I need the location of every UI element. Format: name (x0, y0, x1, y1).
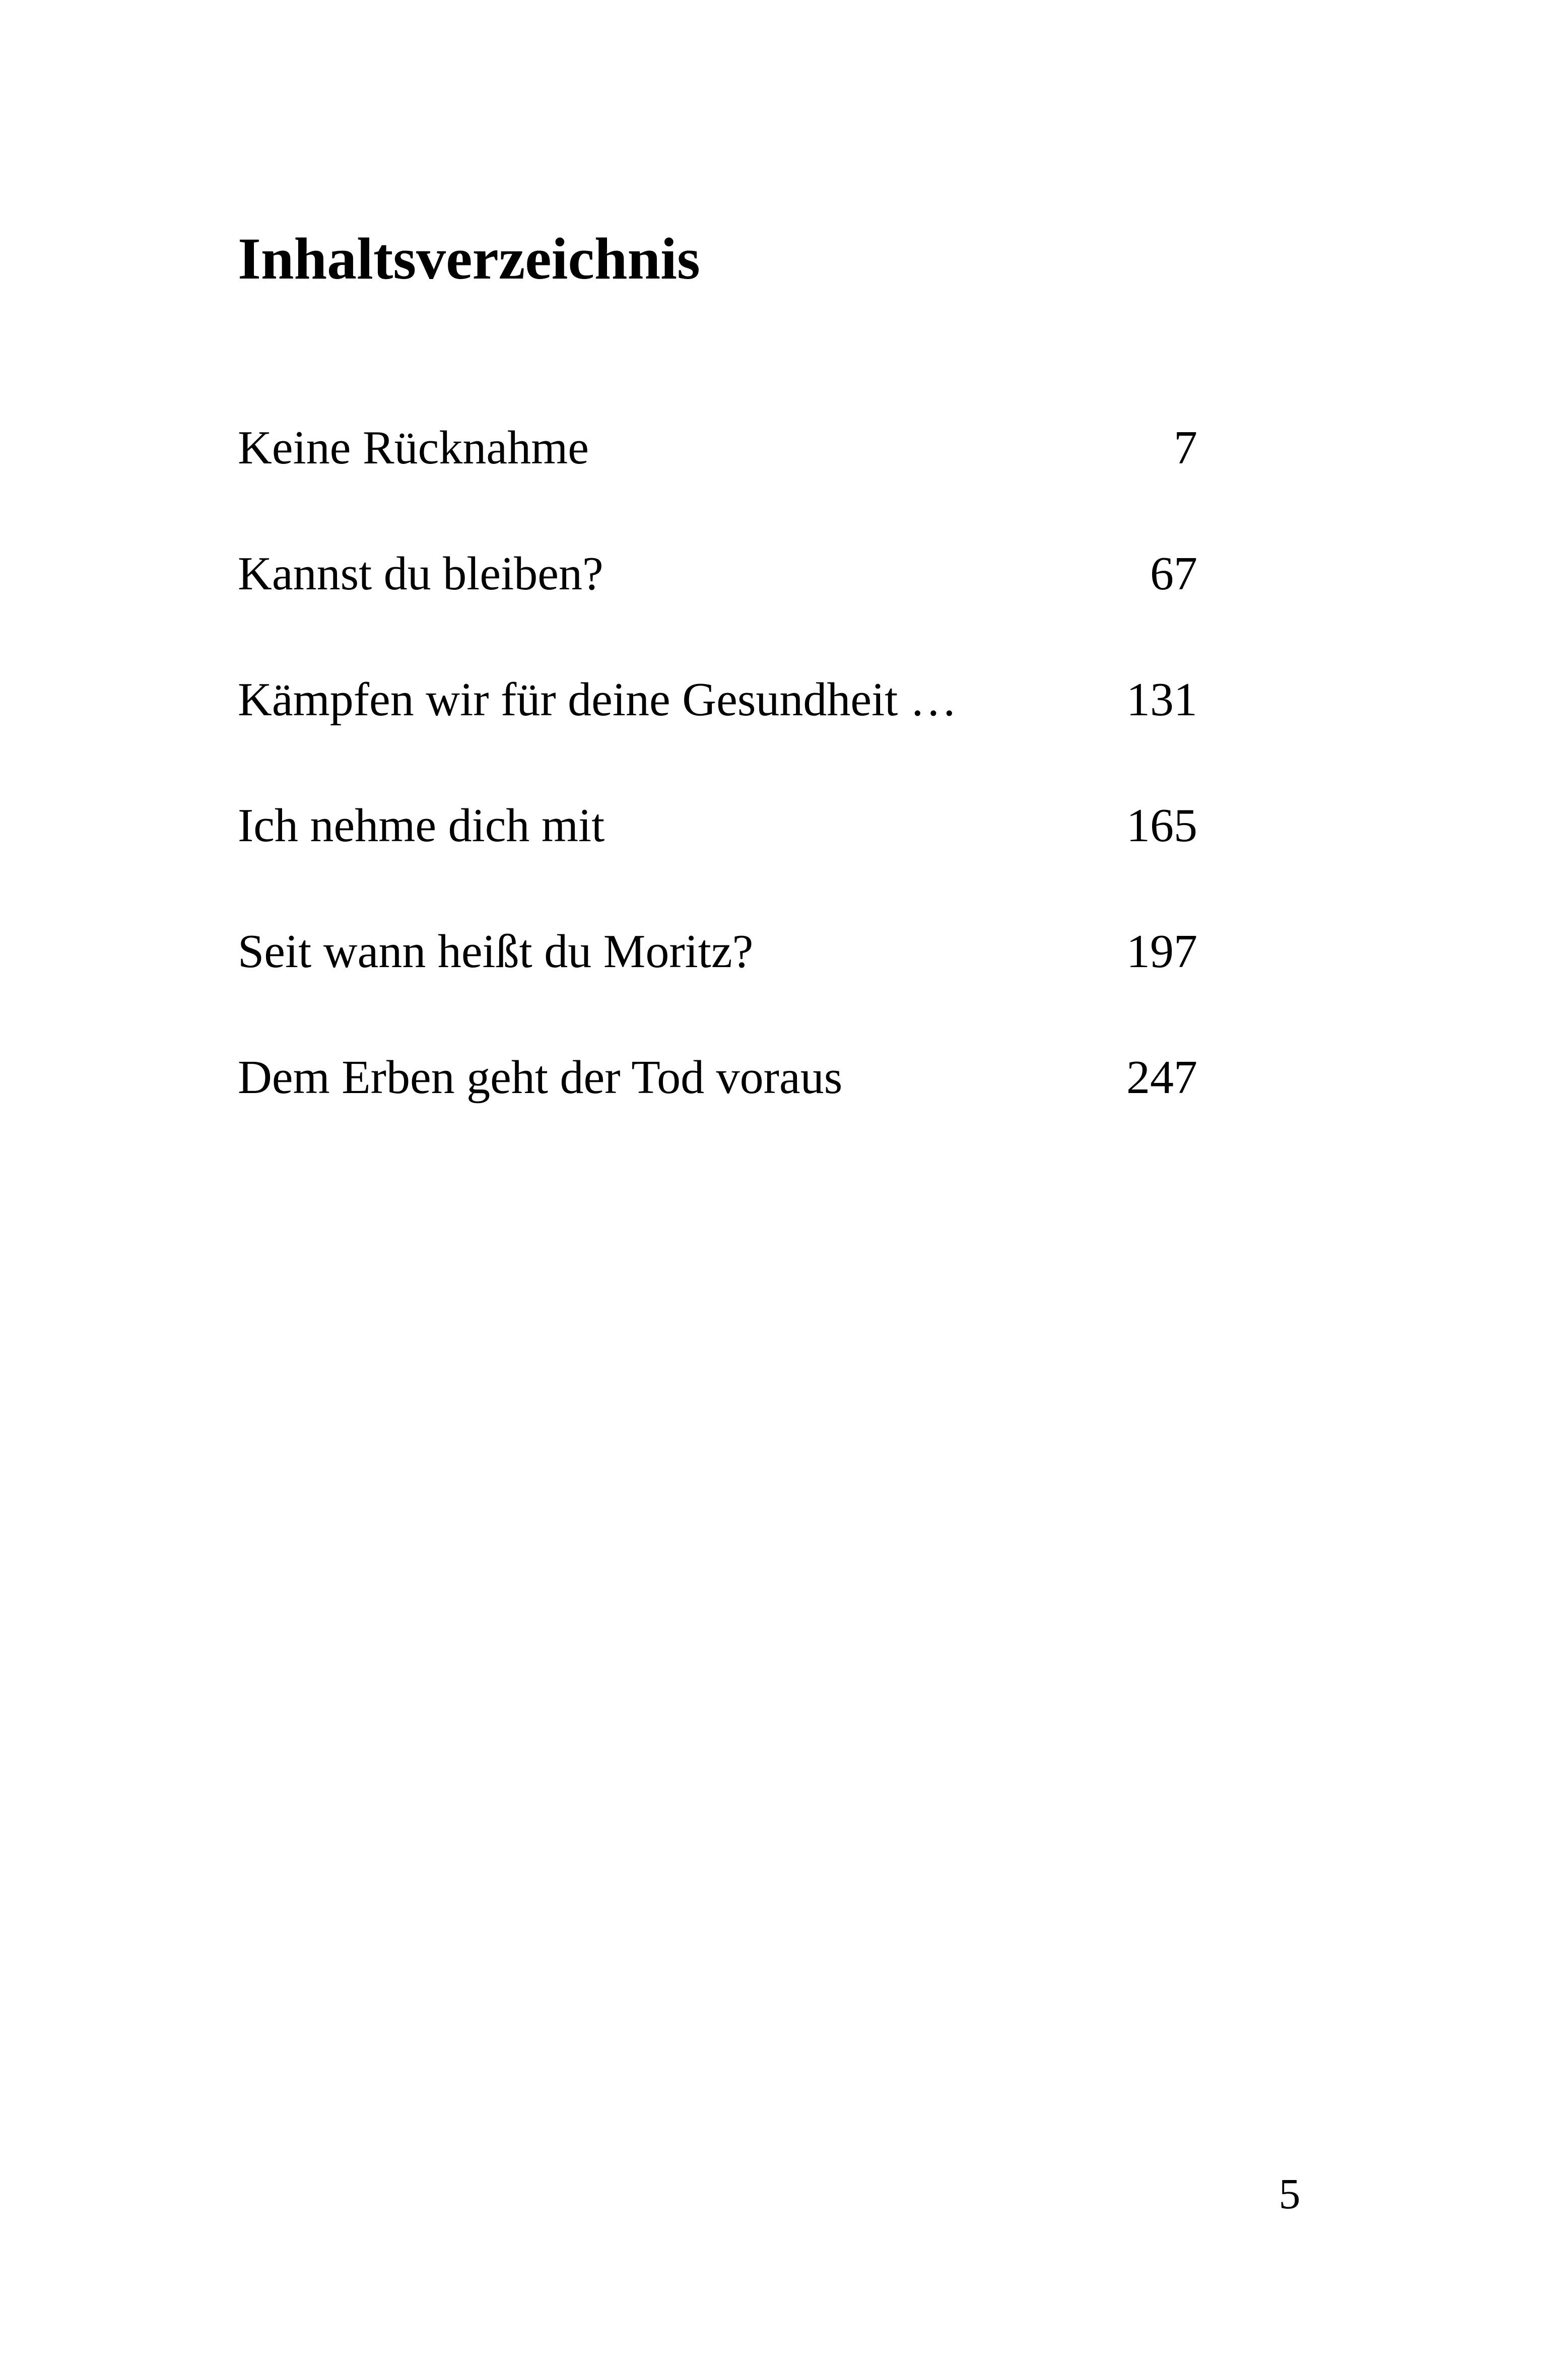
toc-entry (238, 550, 1197, 676)
toc-entry-page-number: 7 (1174, 422, 1197, 474)
toc-entry-page-number: 165 (1126, 799, 1197, 852)
toc-entry-title: Kannst du bleiben? (238, 548, 603, 600)
toc-entry (238, 1051, 1197, 1180)
toc-entry-title: Ich nehme dich mit (238, 799, 605, 852)
toc-entry-page-number: 67 (1150, 548, 1197, 600)
toc-entry-page-number: 197 (1126, 925, 1197, 978)
toc-entry (238, 799, 1197, 928)
toc-entry-title: Keine Rücknahme (238, 422, 589, 474)
toc-entry-page-number: 131 (1126, 673, 1197, 726)
page-title: Inhaltsverzeichnis (238, 226, 700, 292)
toc-entry (238, 925, 1197, 1054)
toc-entry-title: Dem Erben geht der Tod voraus (238, 1051, 843, 1104)
table-of-contents (238, 424, 1197, 1180)
toc-entry-title: Seit wann heißt du Moritz? (238, 925, 754, 978)
toc-entry-page-number: 247 (1126, 1051, 1197, 1104)
toc-entry (238, 673, 1197, 802)
page-number: 5 (1279, 2169, 1301, 2218)
toc-entry-title: Kämpfen wir für deine Gesundheit … (238, 673, 957, 726)
toc-entry (238, 424, 1197, 550)
